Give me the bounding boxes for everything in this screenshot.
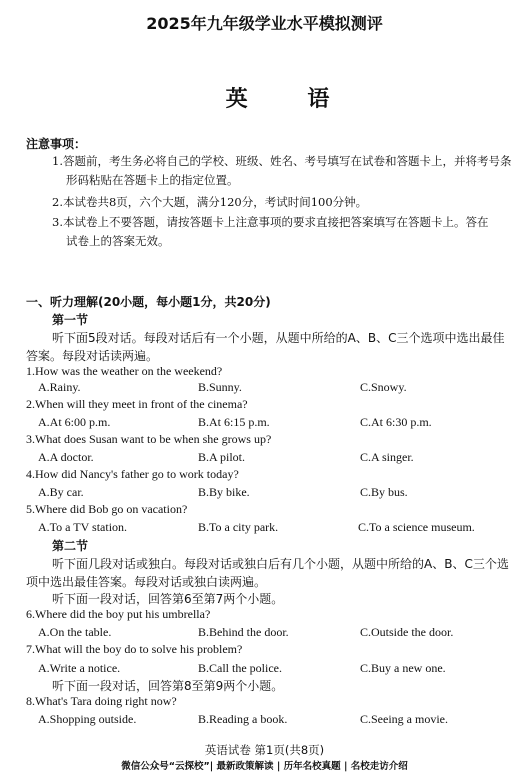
q5-option-b: B.To a city park.	[198, 520, 279, 534]
q8-option-c: C.Seeing a movie.	[360, 712, 448, 726]
q2-option-c: C.At 6:30 p.m.	[360, 415, 432, 429]
q6-option-a: A.On the table.	[38, 625, 112, 639]
q8-option-b: B.Reading a book.	[198, 712, 288, 726]
page-footer: 英语试卷 第1页(共8页)	[204, 743, 325, 757]
exam-title: 2025年九年级学业水平模拟测评	[146, 14, 383, 33]
q7-option-c: C.Buy a new one.	[360, 661, 446, 675]
subject-title: 英 语	[225, 87, 356, 112]
question-8: 8.What's Tara doing right now?	[26, 694, 177, 708]
q7-option-b: B.Call the police.	[198, 661, 282, 675]
q6-option-c: C.Outside the door.	[360, 625, 454, 639]
q4-option-c: C.By bus.	[360, 485, 408, 499]
q3-option-b: B.A pilot.	[198, 450, 246, 464]
notice-item-1-line1: 1.答题前，考生务必将自己的学校、班级、姓名、考号填写在试卷和答题卡上，并将考号条	[52, 154, 512, 168]
question-3: 3.What does Susan want to be when she grows up?	[26, 432, 272, 446]
q5-option-a: A.To a TV station.	[38, 520, 128, 534]
part2-instructions-line2: 项中选出最佳答案。每段对话或独白读两遍。	[26, 575, 267, 589]
q7-option-a: A.Write a notice.	[38, 661, 121, 675]
q3-option-a: A.A doctor.	[38, 450, 94, 464]
q2-option-a: A.At 6:00 p.m.	[38, 415, 111, 429]
question-2: 2.When will they meet in front of the cinema?	[26, 397, 248, 411]
q4-option-b: B.By bike.	[198, 485, 250, 499]
part1-instructions-line2: 答案。每段对话读两遍。	[26, 349, 159, 363]
part2-title: 第二节	[52, 539, 89, 553]
question-5: 5.Where did Bob go on vacation?	[26, 502, 188, 516]
q4-option-a: A.By car.	[38, 485, 84, 499]
part1-title: 第一节	[52, 313, 89, 327]
notice-heading: 注意事项：	[26, 137, 87, 151]
notice-item-2: 2.本试卷共8页，六个大题，满分120分，考试时间100分钟。	[52, 195, 368, 209]
q1-option-b: B.Sunny.	[198, 380, 242, 394]
question-6: 6.Where did the boy put his umbrella?	[26, 607, 211, 621]
notice-item-3-line2: 试卷上的答案无效。	[66, 234, 170, 248]
question-1: 1.How was the weather on the weekend?	[26, 364, 223, 378]
part2-note-2: 听下面一段对话，回答第8至第9两个小题。	[52, 679, 284, 693]
q6-option-b: B.Behind the door.	[198, 625, 289, 639]
q3-option-c: C.A singer.	[360, 450, 414, 464]
q1-option-a: A.Rainy.	[38, 380, 81, 394]
question-7: 7.What will the boy do to solve his problem?	[26, 642, 243, 656]
part1-instructions-line1: 听下面5段对话。每段对话后有一个小题，从题中所给的A、B、C三个选项中选出最佳	[52, 331, 505, 345]
q2-option-b: B.At 6:15 p.m.	[198, 415, 270, 429]
section-heading: 一、听力理解(20小题，每小题1分，共20分)	[26, 295, 271, 309]
promo-footer: 微信公众号“云探校”| 最新政策解读 | 历年名校真题 | 名校走访介绍	[121, 761, 408, 772]
part2-instructions-line1: 听下面几段对话或独白。每段对话或独白后有几个小题，从题中所给的A、B、C三个选	[52, 557, 509, 571]
notice-item-1-line2: 形码粘贴在答题卡上的指定位置。	[66, 173, 239, 187]
question-4: 4.How did Nancy's father go to work today?	[26, 467, 239, 481]
notice-item-3-line1: 3.本试卷上不要答题，请按答题卡上注意事项的要求直接把答案填写在答题卡上。答在	[52, 215, 489, 229]
q5-option-c: C.To a science museum.	[358, 520, 475, 534]
q8-option-a: A.Shopping outside.	[38, 712, 137, 726]
part2-note-1: 听下面一段对话，回答第6至第7两个小题。	[52, 592, 284, 606]
q1-option-c: C.Snowy.	[360, 380, 407, 394]
